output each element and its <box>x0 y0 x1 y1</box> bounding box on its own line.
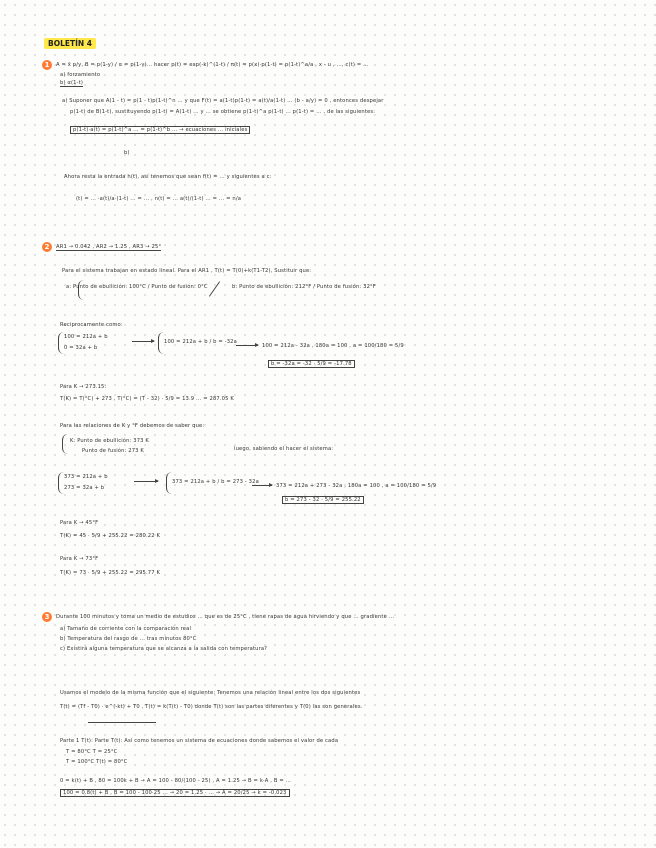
brace <box>78 280 85 300</box>
text-line: Usamos el modelo de la misma función que el siguiente: Tenemos una relación lineal entre los dos siguientes <box>60 690 361 696</box>
text-line: b: Punto de ebullición: 212°F / Punto de fusión: 32°F <box>232 284 376 290</box>
text-line: a: Punto de ebullición: 100°C / Punto de fusión: 0°C <box>66 284 208 290</box>
text-line: c) Existirá alguna temperatura que se alcanza a la salida con temperatura? <box>60 646 268 652</box>
text-line: Para las relaciones de K y °F debemos de saber que: <box>60 423 205 429</box>
section-number-2: 2 <box>42 242 52 252</box>
underline <box>88 722 156 723</box>
result-box: 100 = 0.8(t) + B , B = 100 - 100·25 ... → 20 = 1.25 · ... → A = 20/25 → k = -0.023 <box>60 789 290 797</box>
result-box: b = -32a = -32 · 5/9 = -17.78 <box>268 360 355 368</box>
text-line: T(t) = (Tf - T0) · e^(-kt) + T0 , T(t) = k(T(t) - T0) donde T(t) son las partes diferentes y T(0) las son generales. <box>60 704 363 710</box>
text-line: 0 = k(t) + B , 80 = 100k + B → A = 100 - 80/(100 - 25) , A = 1.25 → B = k·A , B = ... <box>60 778 292 784</box>
text-line: T = 100°C T(t) = 80°C <box>66 759 128 765</box>
text-line: (t) = ... ·a(t)/a·(1-t) ... = ... , n(t) = ... a(t)/(1-t) ... = ... = n/a <box>76 196 242 202</box>
implies-arrow <box>252 485 272 486</box>
implies-arrow <box>134 481 158 482</box>
text-line: 373 = 212a + b / b = 273 - 32a <box>172 479 259 485</box>
text-line: Para K → 73°F <box>60 556 99 562</box>
text-line: b) <box>124 150 130 156</box>
text-line: Para el sistema trabajan en estado lineal. Para el AR1 , T(t) = T(0)+k(T1-T2), Sustituir que: <box>62 268 312 274</box>
text-line: AR1 → 0.042 , AR2 → 1.25 , AR3 → 25° <box>56 244 162 250</box>
text-line: Punto de fusión: 273 K <box>82 448 144 454</box>
text-line: T = 80°C T = 25°C <box>66 749 118 755</box>
page-title: BOLETÍN 4 <box>44 38 96 49</box>
text-line: 0 = 32a + b <box>64 345 98 351</box>
result-box: T(K) = 73 · 5/9 + 255.22 = 295.77 K <box>60 570 161 576</box>
slash-divider <box>209 281 220 296</box>
text-line: a) Suponer que A(1 - t) = p(1 - t)p(1-t)^n ... y que F(t) = a(1-t)p(1-t) = a(t)/a(1-t) ... (b - a/y) = 0 , entonces despejar <box>62 98 384 104</box>
text-line: b) Temperatura del rasgo de ... tras minutos 80°C <box>60 636 197 642</box>
text-line: Para K → 45°F <box>60 520 99 526</box>
text-line: Ahora resta la entrada h(t), así tenemos que sean f(t) = ... y siguientes a c: <box>64 174 272 180</box>
text-line: Para K → 273.15: <box>60 384 107 390</box>
text-line: 373 = 212a + 273 - 32a , 180a = 100 , a = 100/180 = 5/9 <box>276 483 437 489</box>
section-number-1: 1 <box>42 60 52 70</box>
text-line: p(1-t)·a(t) = p(1-t)^a ... = p(1-t)^b ... → ecuaciones ... iniciales <box>70 126 250 134</box>
text-line: Reciprocamente como: <box>60 322 123 328</box>
implies-arrow <box>132 341 154 342</box>
result-box: b = 273 - 32 · 5/9 = 255.22 <box>282 496 364 504</box>
result-box: T(K) = 45 · 5/9 + 255.22 = 280.22 K <box>60 533 161 539</box>
result-box: T(K) = T(°C) + 273 , T(°C) = (T - 32) · 5/9 = 13.9 ... = 287.05 K <box>60 396 234 402</box>
section-number-3: 3 <box>42 612 52 622</box>
text-line: 100 = 212a + b <box>64 334 108 340</box>
brace <box>62 434 69 454</box>
text-line: p(1-t) de B(1-t), sustituyendo p(1-t) = A(1-t) ... y ... se obtiene p(1-t)^a p(1-t) ... p(1-t) = ... , de las siguientes: <box>70 109 376 115</box>
text-line: Parte 1 T(t): Parte T(t): Así como tenemos un sistema de ecuaciones donde sabemos el valor de cada <box>60 738 339 744</box>
text-line: b) α(1-t) <box>60 80 83 86</box>
text-line: luego, sabiendo el hacer el sistema: <box>234 446 334 452</box>
text-line: Durante 100 minutos y toma un medio de estudios ... que es de 25°C , tiene rapas de agua hirviendo y que ... gradiente ... <box>56 614 395 620</box>
text-line: 100 = 212a + b / b = -32a <box>164 339 237 345</box>
text-line: A = x̄ p/y, B = p(1-y) / α = p(1-γ)... hacer p(t) = exp(-k)^(1-t) / π(t) = p(x)·p(1-t) = p(1-t)^a/a , x - u , ..., c(t) = ... <box>56 62 369 68</box>
implies-arrow <box>236 345 258 346</box>
text-line: a) forzamiento <box>60 72 101 78</box>
text-line: 373 = 212a + b <box>64 474 108 480</box>
text-line: K: Punto de ebullición: 373 K <box>70 438 149 444</box>
text-line: 273 = 32a + b <box>64 485 105 491</box>
text-line: 100 = 212a - 32a , 180a = 100 , a = 100/180 = 5/9 <box>262 343 404 349</box>
text-line: a) Tamaño de corriente con la comparación real <box>60 626 192 632</box>
